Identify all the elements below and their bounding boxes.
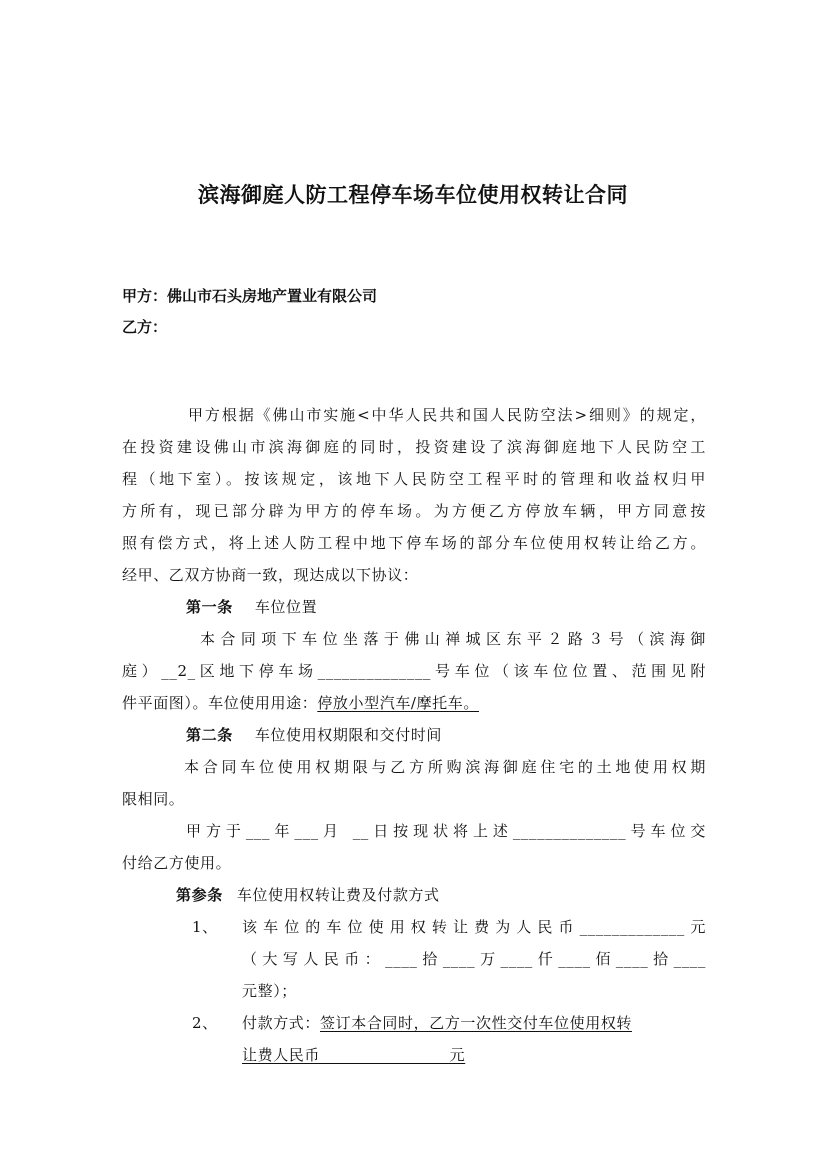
- preamble-line-6: 经甲、乙双方协商一致，现达成以下协议：: [122, 566, 419, 584]
- article-2-heading: 第二条: [186, 726, 233, 744]
- article-1-header: [186, 596, 317, 617]
- preamble-line-4: 方所有，现已部分辟为甲方的停车场。为方便乙方停放车辆，甲方同意按: [122, 502, 706, 520]
- article-3-item-2-line-1: [242, 1012, 632, 1033]
- preamble-line-3: 程（地下室）。按该规定，该地下人民防空工程平时的管理和收益权归甲: [122, 470, 706, 488]
- article-2-line-4: 付给乙方使用。: [122, 854, 232, 872]
- article-2-header: [186, 724, 442, 745]
- article-2-line-1: 本合同车位使用权期限与乙方所购滨海御庭住宅的土地使用权期: [184, 758, 706, 776]
- article-3-item-2-line-2: 让费人民币________________元: [242, 1046, 466, 1064]
- article-3-item-2-number: 2、: [192, 1014, 218, 1032]
- article-2-title: 车位使用权期限和交付时间: [254, 726, 443, 744]
- article-1-line-2: 庭）__2_区地下停车场______________号车位（该车位位置、范围见附: [122, 662, 706, 680]
- article-1-title: 车位位置: [254, 598, 318, 616]
- party-b: 乙方：: [122, 318, 168, 336]
- article-1-heading: 第一条: [186, 598, 233, 616]
- article-1-usage: 停放小型汽车/摩托车。: [317, 694, 479, 712]
- article-3-item-2-text: 签订本合同时，乙方一次性交付车位使用权转: [320, 1014, 633, 1032]
- document-title: 滨海御庭人防工程停车场车位使用权转让合同: [198, 183, 628, 207]
- party-a: 甲方：佛山市石头房地产置业有限公司: [122, 287, 378, 305]
- article-3-header: [176, 884, 440, 905]
- preamble-line-1: 甲方根据《佛山市实施<中华人民共和国人民防空法>细则》的规定，: [188, 406, 706, 424]
- article-3-item-1-number: 1、: [192, 918, 218, 936]
- article-3-heading: 第参条: [176, 886, 223, 904]
- preamble-line-5: 照有偿方式，将上述人防工程中地下停车场的部分车位使用权转让给乙方。: [122, 534, 706, 552]
- article-3-title: 车位使用权转让费及付款方式: [236, 886, 440, 904]
- article-3-item-2-prefix: 付款方式：: [242, 1014, 321, 1032]
- preamble-line-2: 在投资建设佛山市滨海御庭的同时，投资建设了滨海御庭地下人民防空工: [122, 438, 706, 456]
- article-1-line-3-text: 件平面图）。车位使用用途：: [122, 694, 318, 712]
- article-1-line-1: 本合同项下车位坐落于佛山禅城区东平２路３号（滨海御: [200, 630, 706, 648]
- article-3-item-1-line-3: 元整）；: [242, 982, 297, 1000]
- article-1-line-3: [122, 692, 479, 713]
- article-3-item-1-line-1: 该车位的车位使用权转让费为人民币_____________元: [242, 918, 706, 936]
- article-2-line-2: 限相同。: [122, 790, 185, 808]
- article-3-item-1-line-2: （大写人民币：____拾____万____仟____佰____拾____: [242, 950, 706, 968]
- article-2-line-3: 甲方于___年___月 __日按现状将上述______________号车位交: [186, 822, 706, 840]
